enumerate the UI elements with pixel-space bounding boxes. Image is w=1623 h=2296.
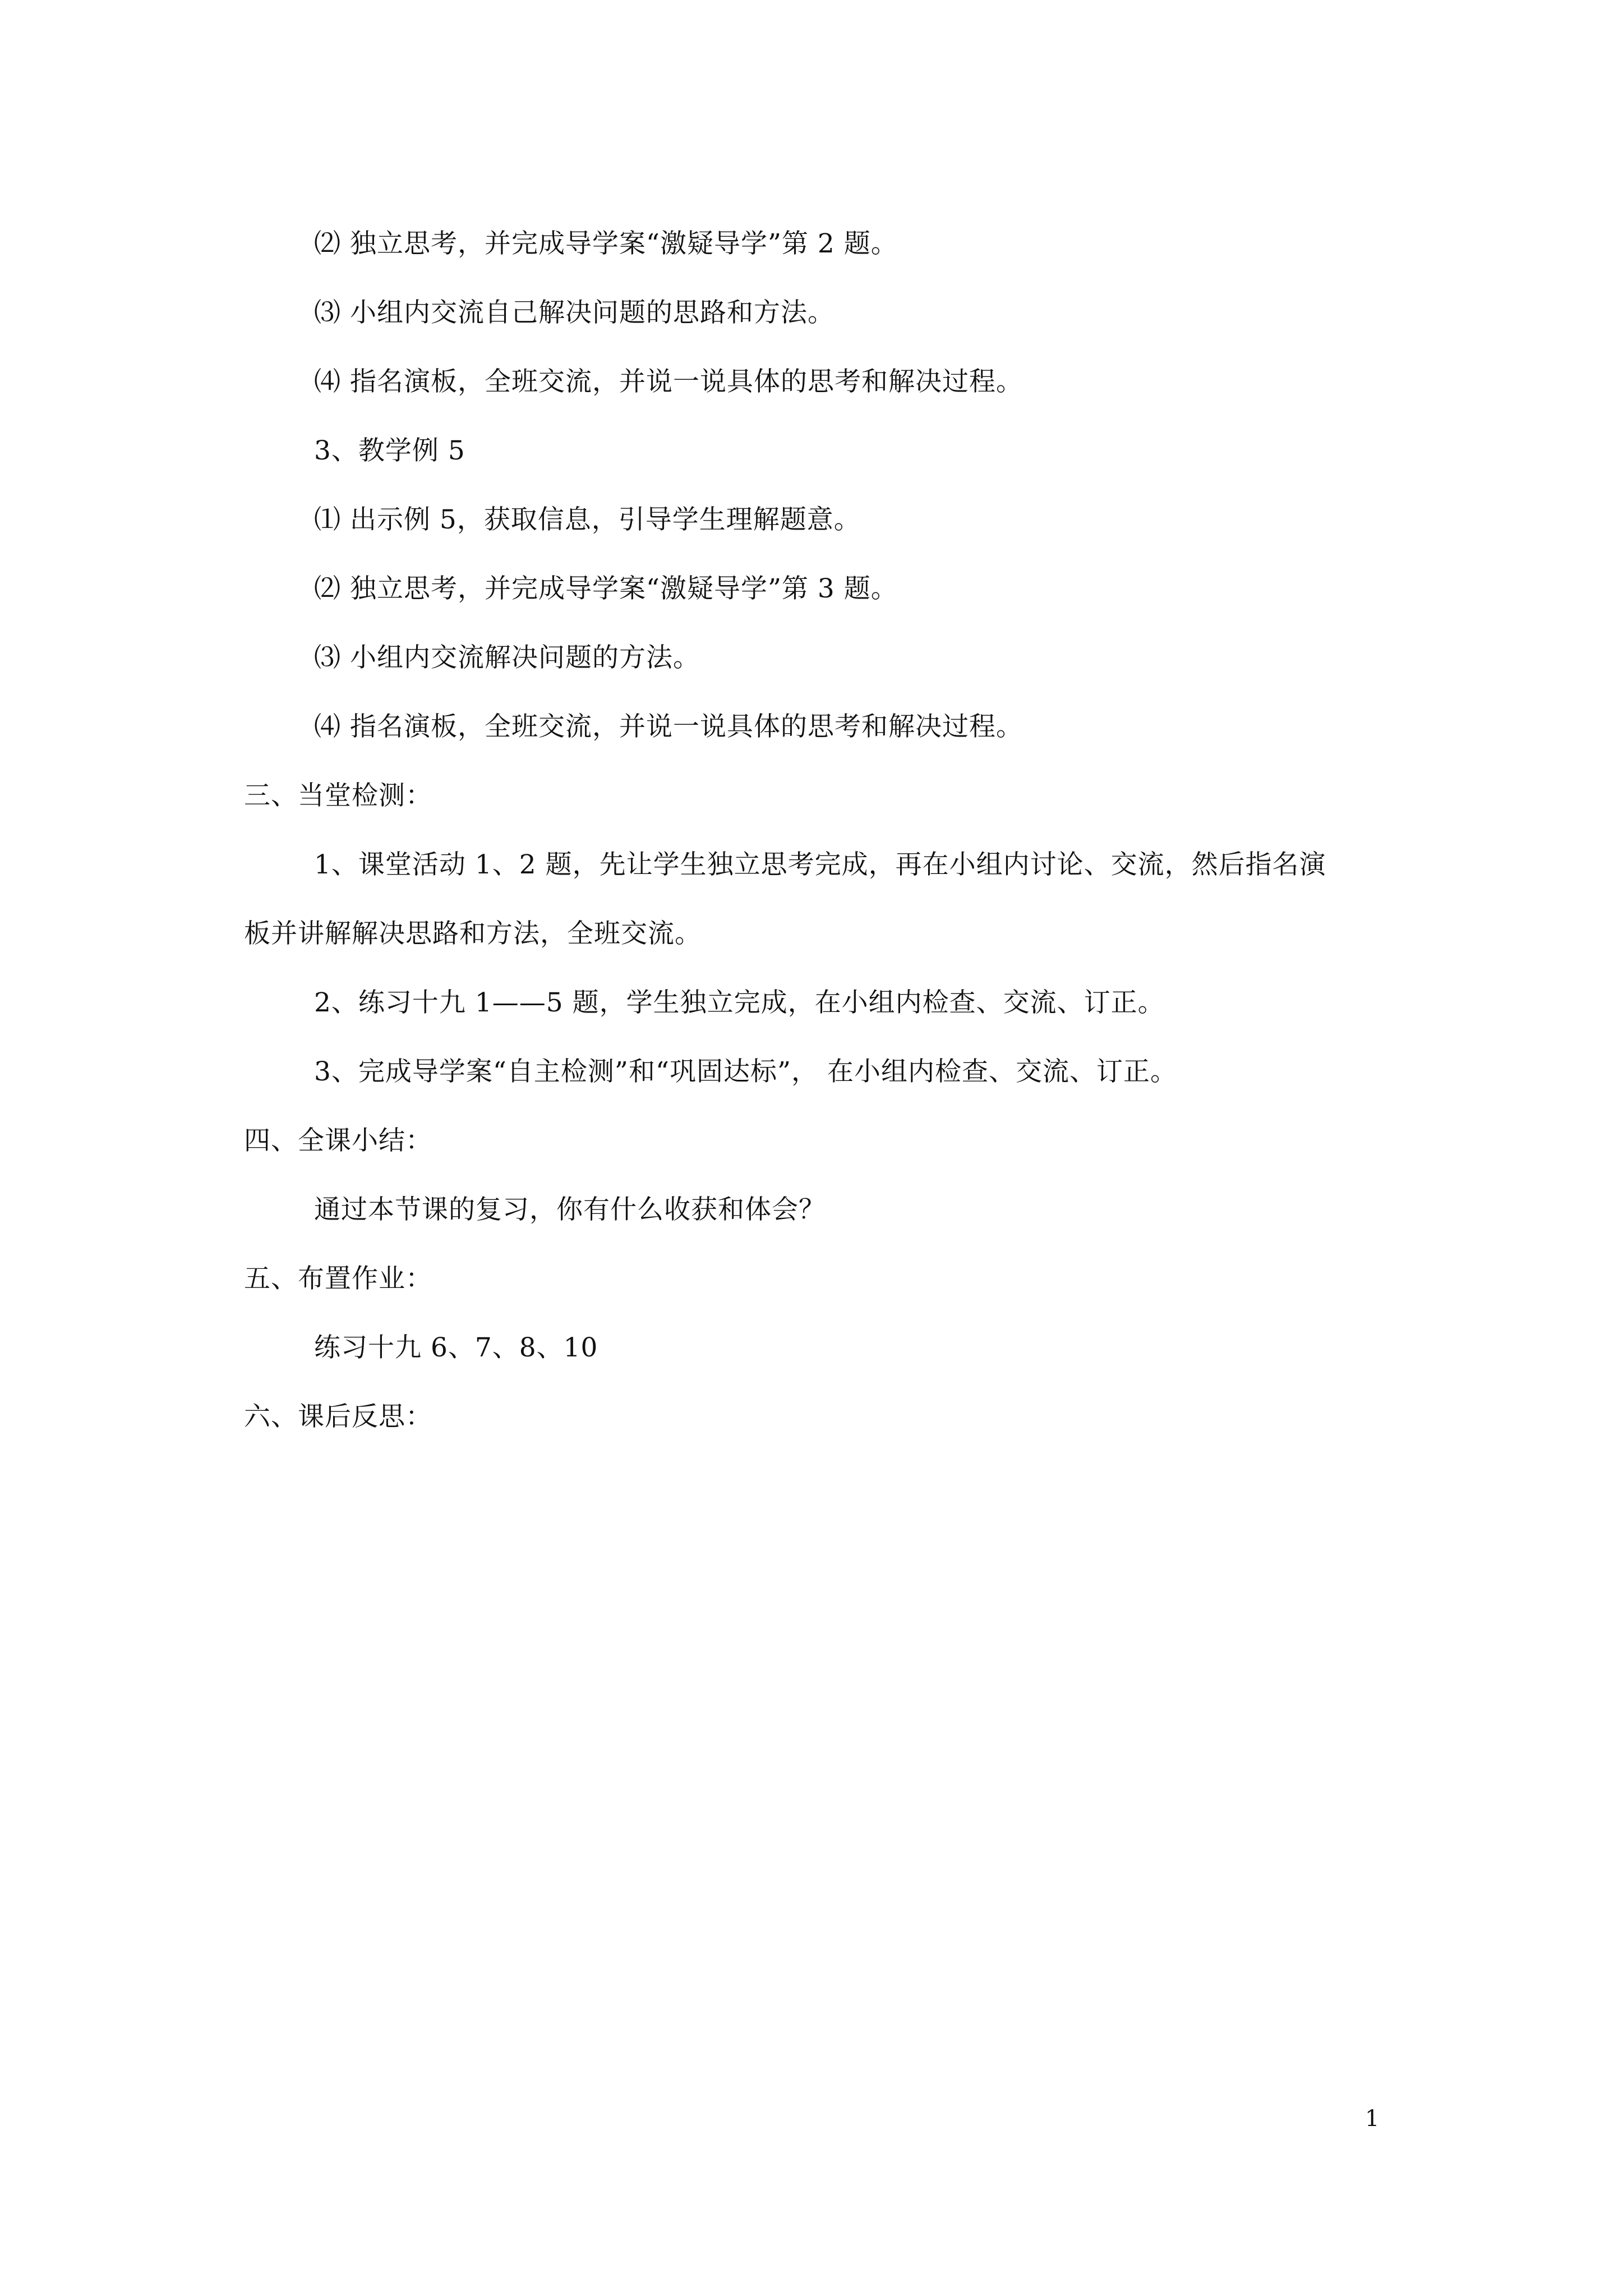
section-4-heading: 四、全课小结： [244, 1125, 432, 1156]
section-6-heading: 六、课后反思： [244, 1401, 432, 1432]
test-item-2: 2、练习十九 1——5 题，学生独立完成，在小组内检查、交流、订正。 [314, 987, 1165, 1018]
section-5-heading: 五、布置作业： [244, 1263, 432, 1294]
homework-item: 练习十九 6、7、8、10 [314, 1332, 598, 1363]
example-5-step-1: ⑴ 出示例 5，获取信息，引导学生理解题意。 [314, 504, 861, 535]
step-3-group-exchange: ⑶ 小组内交流自己解决问题的思路和方法。 [314, 297, 834, 328]
step-4-board-demo: ⑷ 指名演板，全班交流，并说一说具体的思考和解决过程。 [314, 366, 1023, 397]
page-number: 1 [1365, 2106, 1380, 2132]
summary-question: 通过本节课的复习，你有什么收获和体会？ [314, 1194, 826, 1225]
example-5-step-3: ⑶ 小组内交流解决问题的方法。 [314, 642, 700, 673]
test-item-1-continued: 板并讲解解决思路和方法，全班交流。 [244, 918, 702, 949]
example-5-heading: 3、教学例 5 [314, 435, 465, 466]
step-2-think: ⑵ 独立思考，并完成导学案“激疑导学”第 2 题。 [314, 228, 898, 259]
example-5-step-2: ⑵ 独立思考，并完成导学案“激疑导学”第 3 题。 [314, 573, 898, 604]
test-item-1: 1、课堂活动 1、2 题，先让学生独立思考完成，再在小组内讨论、交流，然后指名演 [314, 849, 1326, 880]
section-3-heading: 三、当堂检测： [244, 780, 432, 811]
example-5-step-4: ⑷ 指名演板，全班交流，并说一说具体的思考和解决过程。 [314, 711, 1023, 742]
test-item-3: 3、完成导学案“自主检测”和“巩固达标”， 在小组内检查、交流、订正。 [314, 1056, 1177, 1087]
